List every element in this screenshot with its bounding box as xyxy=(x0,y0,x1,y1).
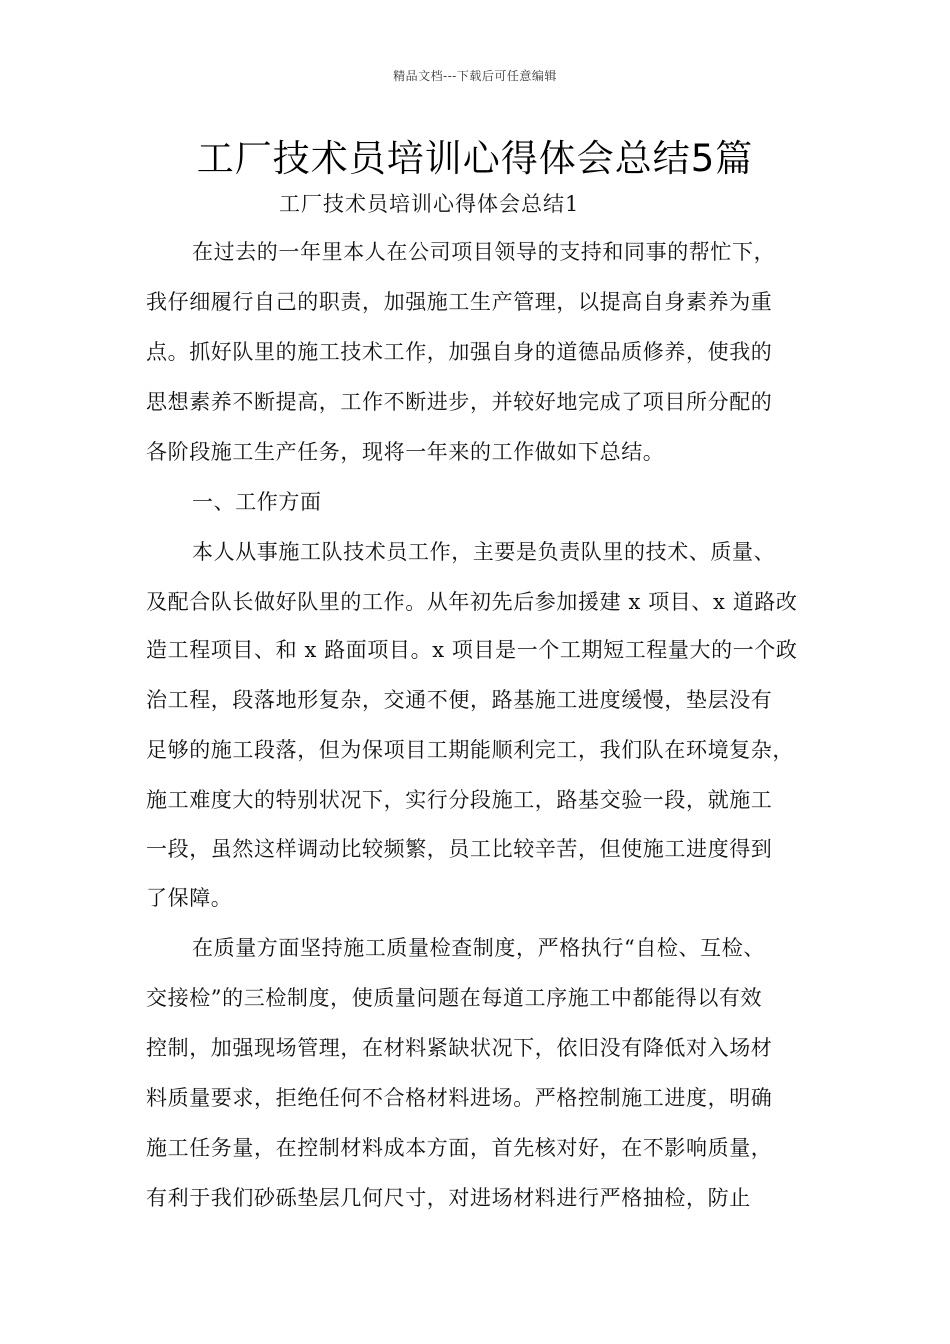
paragraph-line: 施工任务量，在控制材料成本方面，首先核对好，在不影响质量， xyxy=(146,1136,773,1160)
paragraph-line: 有利于我们砂砾垫层几何尺寸，对进场材料进行严格抽检，防止 xyxy=(146,1186,751,1210)
paragraph-line: 在质量方面坚持施工质量检查制度，严格执行“自检、互检、 xyxy=(192,936,765,960)
section-subtitle: 工厂技术员培训心得体会总结1 xyxy=(279,192,580,216)
paragraph-line: 施工难度大的特别状况下，实行分段施工，路基交验一段，就施工 xyxy=(146,788,773,812)
paragraph-line: 本人从事施工队技术员工作，主要是负责队里的技术、质量、 xyxy=(192,540,776,564)
paragraph-line: 料质量要求，拒绝任何不合格材料进场。严格控制施工进度，明确 xyxy=(146,1086,773,1110)
paragraph-line: 及配合队长做好队里的工作。从年初先后参加援建 x 项目、x 道路改 xyxy=(146,590,798,614)
paragraph-line: 在过去的一年里本人在公司项目领导的支持和同事的帮忙下， xyxy=(192,240,776,264)
header-note: 精品文档---下载后可任意编辑 xyxy=(393,69,557,83)
paragraph-line: 交接检”的三检制度，使质量问题在每道工序施工中都能得以有效 xyxy=(146,986,763,1010)
section-heading: 一、工作方面 xyxy=(192,490,322,514)
paragraph-line: 了保障。 xyxy=(146,886,233,910)
paragraph-line: 思想素养不断提高，工作不断进步，并较好地完成了项目所分配的 xyxy=(146,390,773,414)
paragraph-line: 点。抓好队里的施工技术工作，加强自身的道德品质修养，使我的 xyxy=(146,340,773,364)
paragraph-line: 控制，加强现场管理，在材料紧缺状况下，依旧没有降低对入场材 xyxy=(146,1036,773,1060)
paragraph-line: 足够的施工段落，但为保项目工期能顺利完工，我们队在环境复杂， xyxy=(146,738,794,762)
paragraph-line: 各阶段施工生产任务，现将一年来的工作做如下总结。 xyxy=(146,440,665,464)
paragraph-line: 造工程项目、和 x 路面项目。x 项目是一个工期短工程量大的一个政 xyxy=(146,638,798,662)
paragraph-line: 我仔细履行自己的职责，加强施工生产管理，以提高自身素养为重 xyxy=(146,290,773,314)
paragraph-line: 一段，虽然这样调动比较频繁，员工比较辛苦，但使施工进度得到 xyxy=(146,837,773,861)
document-title: 工厂技术员培训心得体会总结5篇 xyxy=(196,137,754,180)
paragraph-line: 治工程，段落地形复杂，交通不便，路基施工进度缓慢，垫层没有 xyxy=(146,688,773,712)
